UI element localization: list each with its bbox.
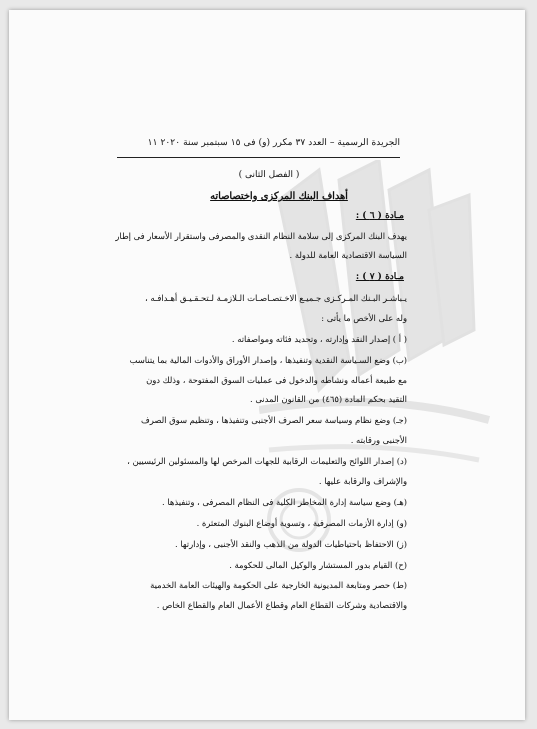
document-page	[9, 10, 525, 720]
article-7-item: ( أ ) إصدار النقد وإدارته ، وتحديد فئاته ومواصفاته .	[231, 334, 407, 344]
article-7-intro: يـباشـر البـنك المـركـزى جـميـع الاخـتصـاصـات الـلازمـة لـتحـقـيـق أهـدافـه ،	[145, 293, 407, 303]
article-7-item: (ب) وضع السـياسة النقدية وتنفيذها ، وإصدار الأوراق والأدوات المالية بما يتناسب	[129, 355, 407, 365]
article-7-item: (ز) الاحتفاظ باحتياطيات الدولة من الذهب والنقد الأجنبى ، وإدارتها .	[175, 539, 407, 549]
chapter-title: ( الفصل الثانى )	[238, 170, 300, 180]
article-7-item: (ح) القيام بدور المستشار والوكيل المالى للحكومة .	[229, 560, 407, 570]
article-7-item: التقيد بحكم المادة (٤٦٥) من القانون المدنى .	[250, 394, 407, 404]
article-6-line-1: يهدف البنك المركزى إلى سلامة النظام النقدى والمصرفى واستقرار الأسعار فى إطار	[115, 231, 407, 241]
article-7-item: (و) إدارة الأزمات المصرفية ، وتسوية أوضاع البنوك المتعثرة .	[196, 518, 407, 528]
article-6-line-2: السياسة الاقتصادية العامة للدولة .	[289, 250, 407, 260]
article-7-item: (د) إصدار اللوائح والتعليمات الرقابية للجهات المرخص لها والمسئولين الرئيسيين ،	[127, 456, 407, 466]
article-7-item: (ط) حصر ومتابعة المديونية الخارجية على الحكومة والهيئات العامة الخدمية	[150, 580, 407, 590]
article-7-item: (جـ) وضع نظام وسياسة سعر الصرف الأجنبى وتنفيذها ، وتنظيم سوق الصرف	[141, 415, 407, 425]
article-7-item: الأجنبى ورقابته .	[350, 435, 407, 445]
article-6-heading: مـادة ( ٦ ) :	[355, 211, 404, 221]
article-7-item: (هـ) وضع سياسة إدارة المخاطر الكلية فى النظام المصرفى ، وتنفيذها .	[162, 497, 407, 507]
article-7-item: والاقتصادية وشركات القطاع العام وقطاع الأعمال العام والقطاع الخاص .	[156, 600, 407, 610]
chapter-subtitle: أهداف البنك المركزى واختصاصاته	[210, 191, 348, 202]
article-7-item: والإشراف والرقابة عليها .	[318, 476, 407, 486]
article-7-intro-2: وله على الأخص ما يأتى :	[321, 313, 407, 323]
article-7-heading: مـادة ( ٧ ) :	[355, 272, 404, 282]
article-7-item: مع طبيعة أعماله ونشاطه والدخول فى عمليات السوق المفتوحة ، وذلك دون	[146, 375, 407, 385]
gazette-header: الجريدة الرسمية – العدد ٣٧ مكرر (و) فى ١٥ سبتمبر سنة ٢٠٢٠ ١١	[147, 137, 400, 148]
header-rule	[117, 157, 400, 158]
